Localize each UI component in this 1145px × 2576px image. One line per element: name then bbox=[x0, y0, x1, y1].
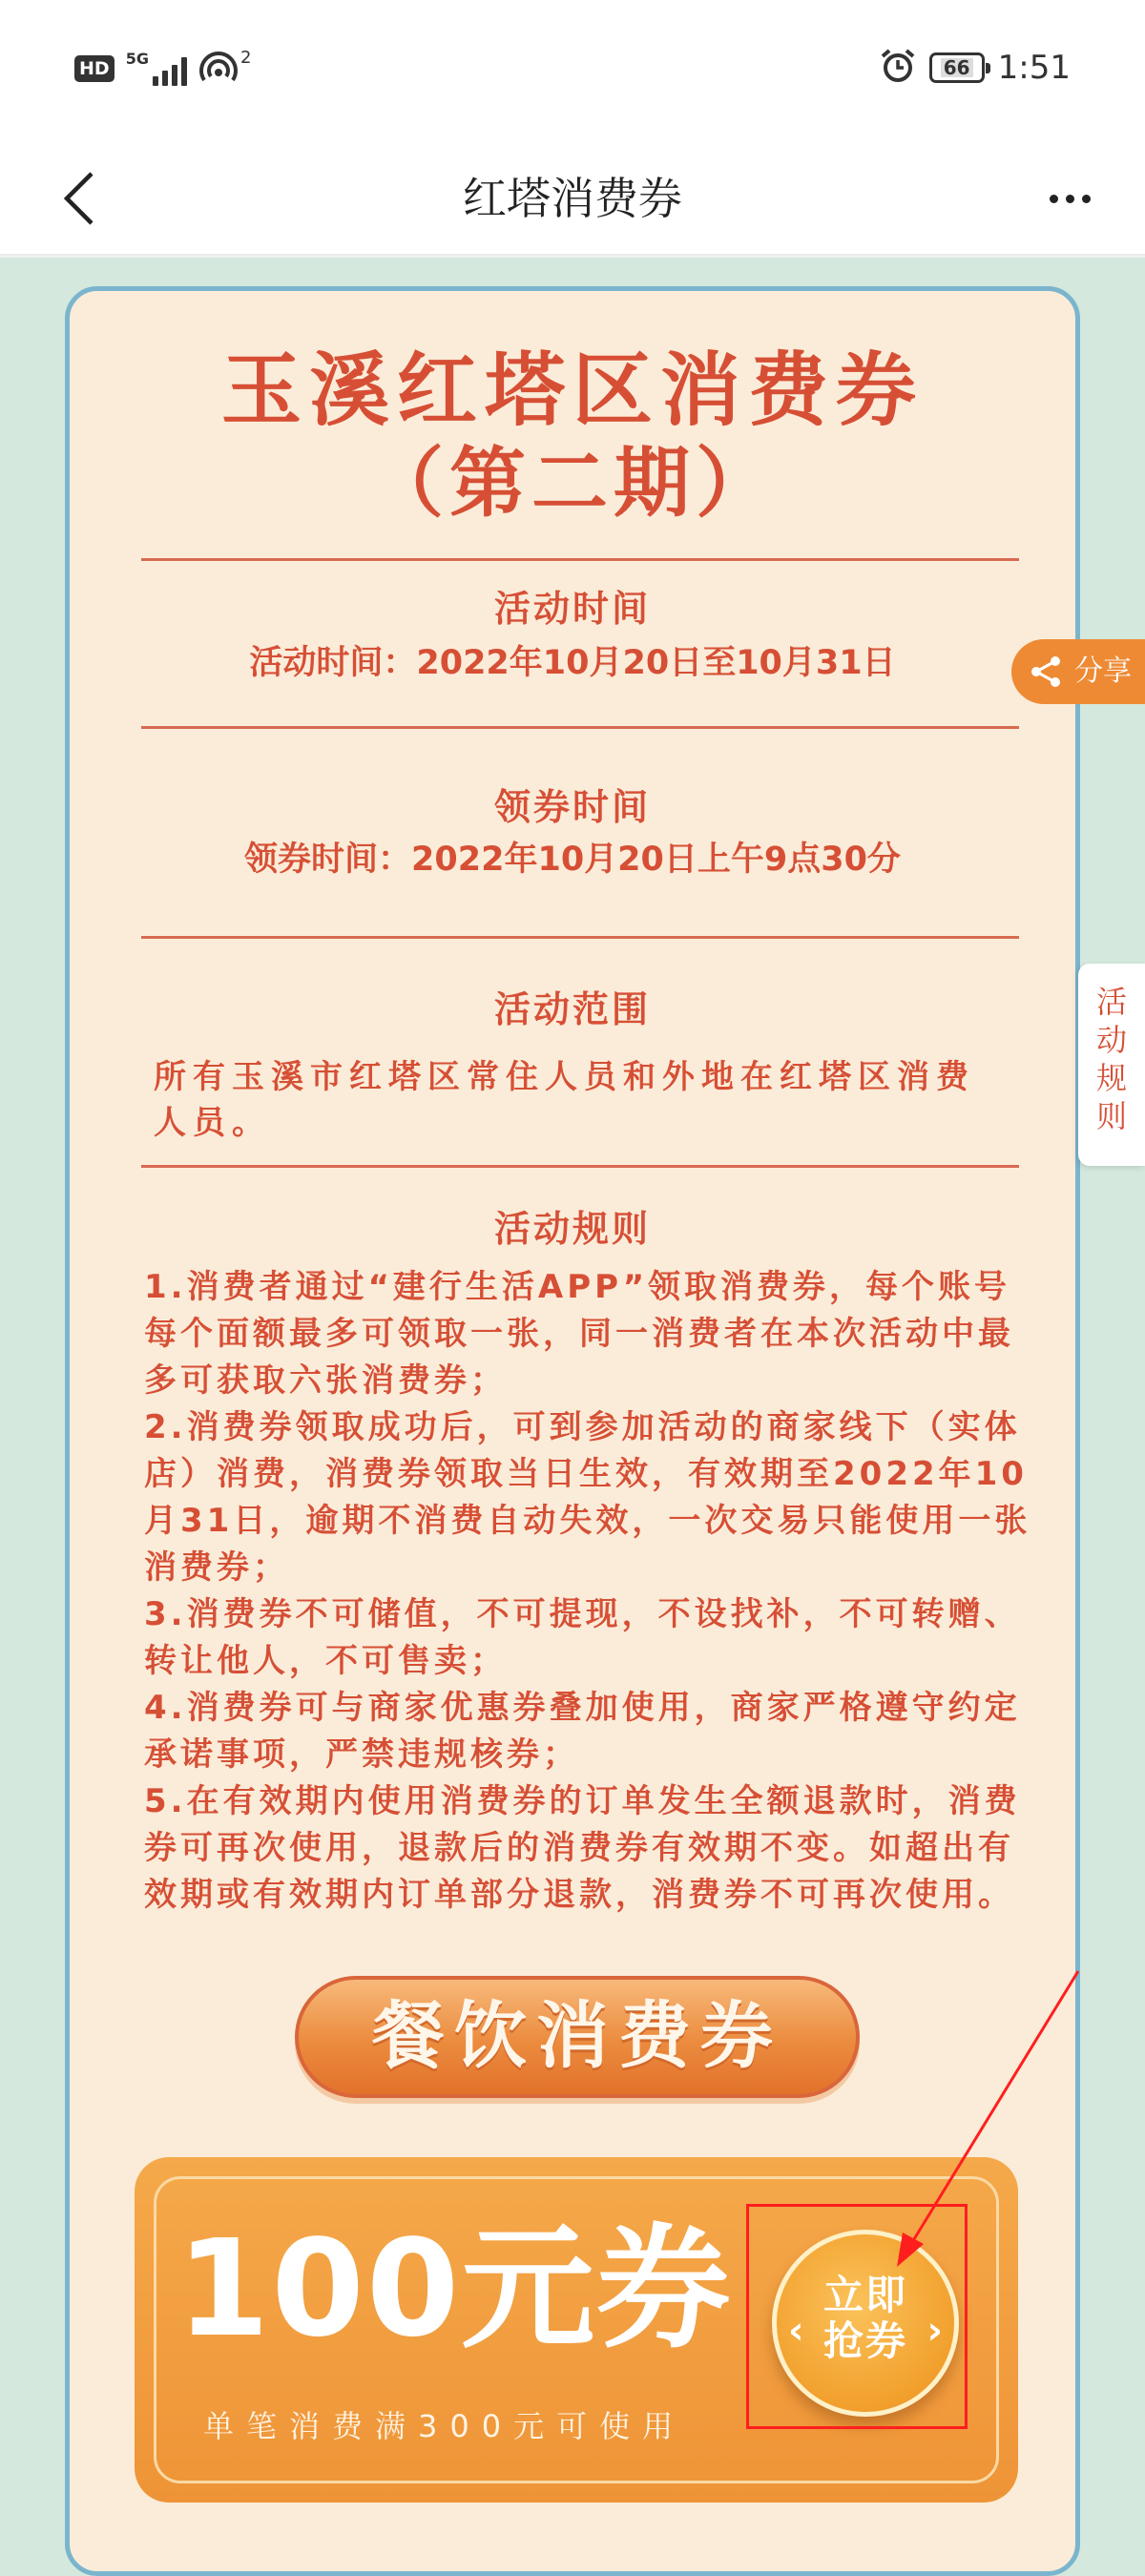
signal-icon bbox=[126, 52, 187, 86]
page-title: 红塔消费券 bbox=[463, 173, 682, 224]
activity-time-heading: 活动时间 bbox=[493, 588, 651, 630]
signal-bars bbox=[153, 55, 187, 86]
category-label: 餐饮消费券 bbox=[372, 1993, 782, 2078]
grab-button-line1: 立即 bbox=[822, 2272, 907, 2318]
hotspot-count: 2 bbox=[239, 48, 252, 68]
network-type-label: 5G bbox=[125, 50, 149, 68]
divider-4 bbox=[141, 1165, 1019, 1168]
claim-time-text: 领券时间：2022年10月20日上午9点30分 bbox=[244, 841, 901, 879]
chevron-left-icon: ‹ bbox=[788, 2309, 804, 2353]
scope-heading: 活动范围 bbox=[493, 988, 651, 1030]
rule-item-5: 5.在有效期内使用消费券的订单发生全额退款时，消费券可再次使用，退款后的消费券有效期不变。如超出有效期或有效期内订单部分退款，消费券不可再次使用。 bbox=[144, 1782, 1021, 1914]
divider-2 bbox=[141, 726, 1019, 729]
category-banner bbox=[295, 1976, 860, 2098]
hotspot-icon bbox=[198, 48, 252, 86]
rule-item-2: 2.消费券领取成功后，可到参加活动的商家线下（实体店）消费，消费券领取当日生效，有效期至2022年10月31日，逾期不消费自动失效，一次交易只能使用一张消费券； bbox=[144, 1408, 1031, 1587]
divider-1 bbox=[141, 558, 1019, 561]
status-right-group bbox=[880, 48, 1071, 88]
more-button[interactable] bbox=[1036, 162, 1103, 235]
battery-level: 66 bbox=[941, 58, 973, 77]
coupon-condition: 单笔消费满300元可使用 bbox=[203, 2408, 686, 2444]
rule-item-1: 1.消费者通过“建行生活APP”领取消费券，每个账号每个面额最多可领取一张，同一消费者在本次活动中最多可获取六张消费券； bbox=[144, 1268, 1014, 1400]
chevron-right-icon: › bbox=[926, 2309, 943, 2353]
hd-badge: HD bbox=[74, 55, 114, 82]
alarm-icon bbox=[880, 48, 916, 88]
status-left-group bbox=[74, 48, 252, 86]
title-bar bbox=[0, 143, 1145, 258]
back-button[interactable] bbox=[50, 160, 107, 237]
rules-tab-label: 活动规则 bbox=[1095, 984, 1127, 1134]
battery-icon bbox=[929, 52, 985, 83]
grab-button-line2: 抢券 bbox=[822, 2317, 907, 2364]
share-button[interactable] bbox=[1011, 639, 1145, 704]
rule-item-3: 3.消费券不可储值，不可提现，不设找补，不可转赠、转让他人，不可售卖； bbox=[144, 1595, 1021, 1680]
coupon-amount: 100元券 bbox=[177, 2212, 733, 2367]
chevron-left-icon bbox=[61, 170, 95, 227]
annotation-arrow-icon bbox=[887, 1965, 1088, 2271]
rules-heading: 活动规则 bbox=[493, 1208, 651, 1250]
campaign-subtitle: （第二期） bbox=[367, 439, 778, 528]
more-dots-icon bbox=[1050, 195, 1058, 203]
share-label: 分享 bbox=[1074, 654, 1132, 688]
rules-tab[interactable] bbox=[1078, 964, 1145, 1166]
campaign-title: 玉溪红塔区消费券 bbox=[220, 343, 924, 437]
status-time: 1:51 bbox=[997, 49, 1071, 87]
status-bar bbox=[0, 0, 1145, 143]
share-icon bbox=[1029, 654, 1063, 689]
rule-item-4: 4.消费券可与商家优惠券叠加使用，商家严格遵守约定承诺事项，严禁违规核券； bbox=[144, 1689, 1021, 1774]
scope-text: 所有玉溪市红塔区常住人员和外地在红塔区消费人员。 bbox=[154, 1058, 975, 1142]
divider-3 bbox=[141, 936, 1019, 939]
claim-time-heading: 领券时间 bbox=[493, 786, 651, 828]
rules-list bbox=[144, 1264, 1031, 1919]
activity-time-text: 活动时间：2022年10月20日至10月31日 bbox=[249, 644, 896, 682]
